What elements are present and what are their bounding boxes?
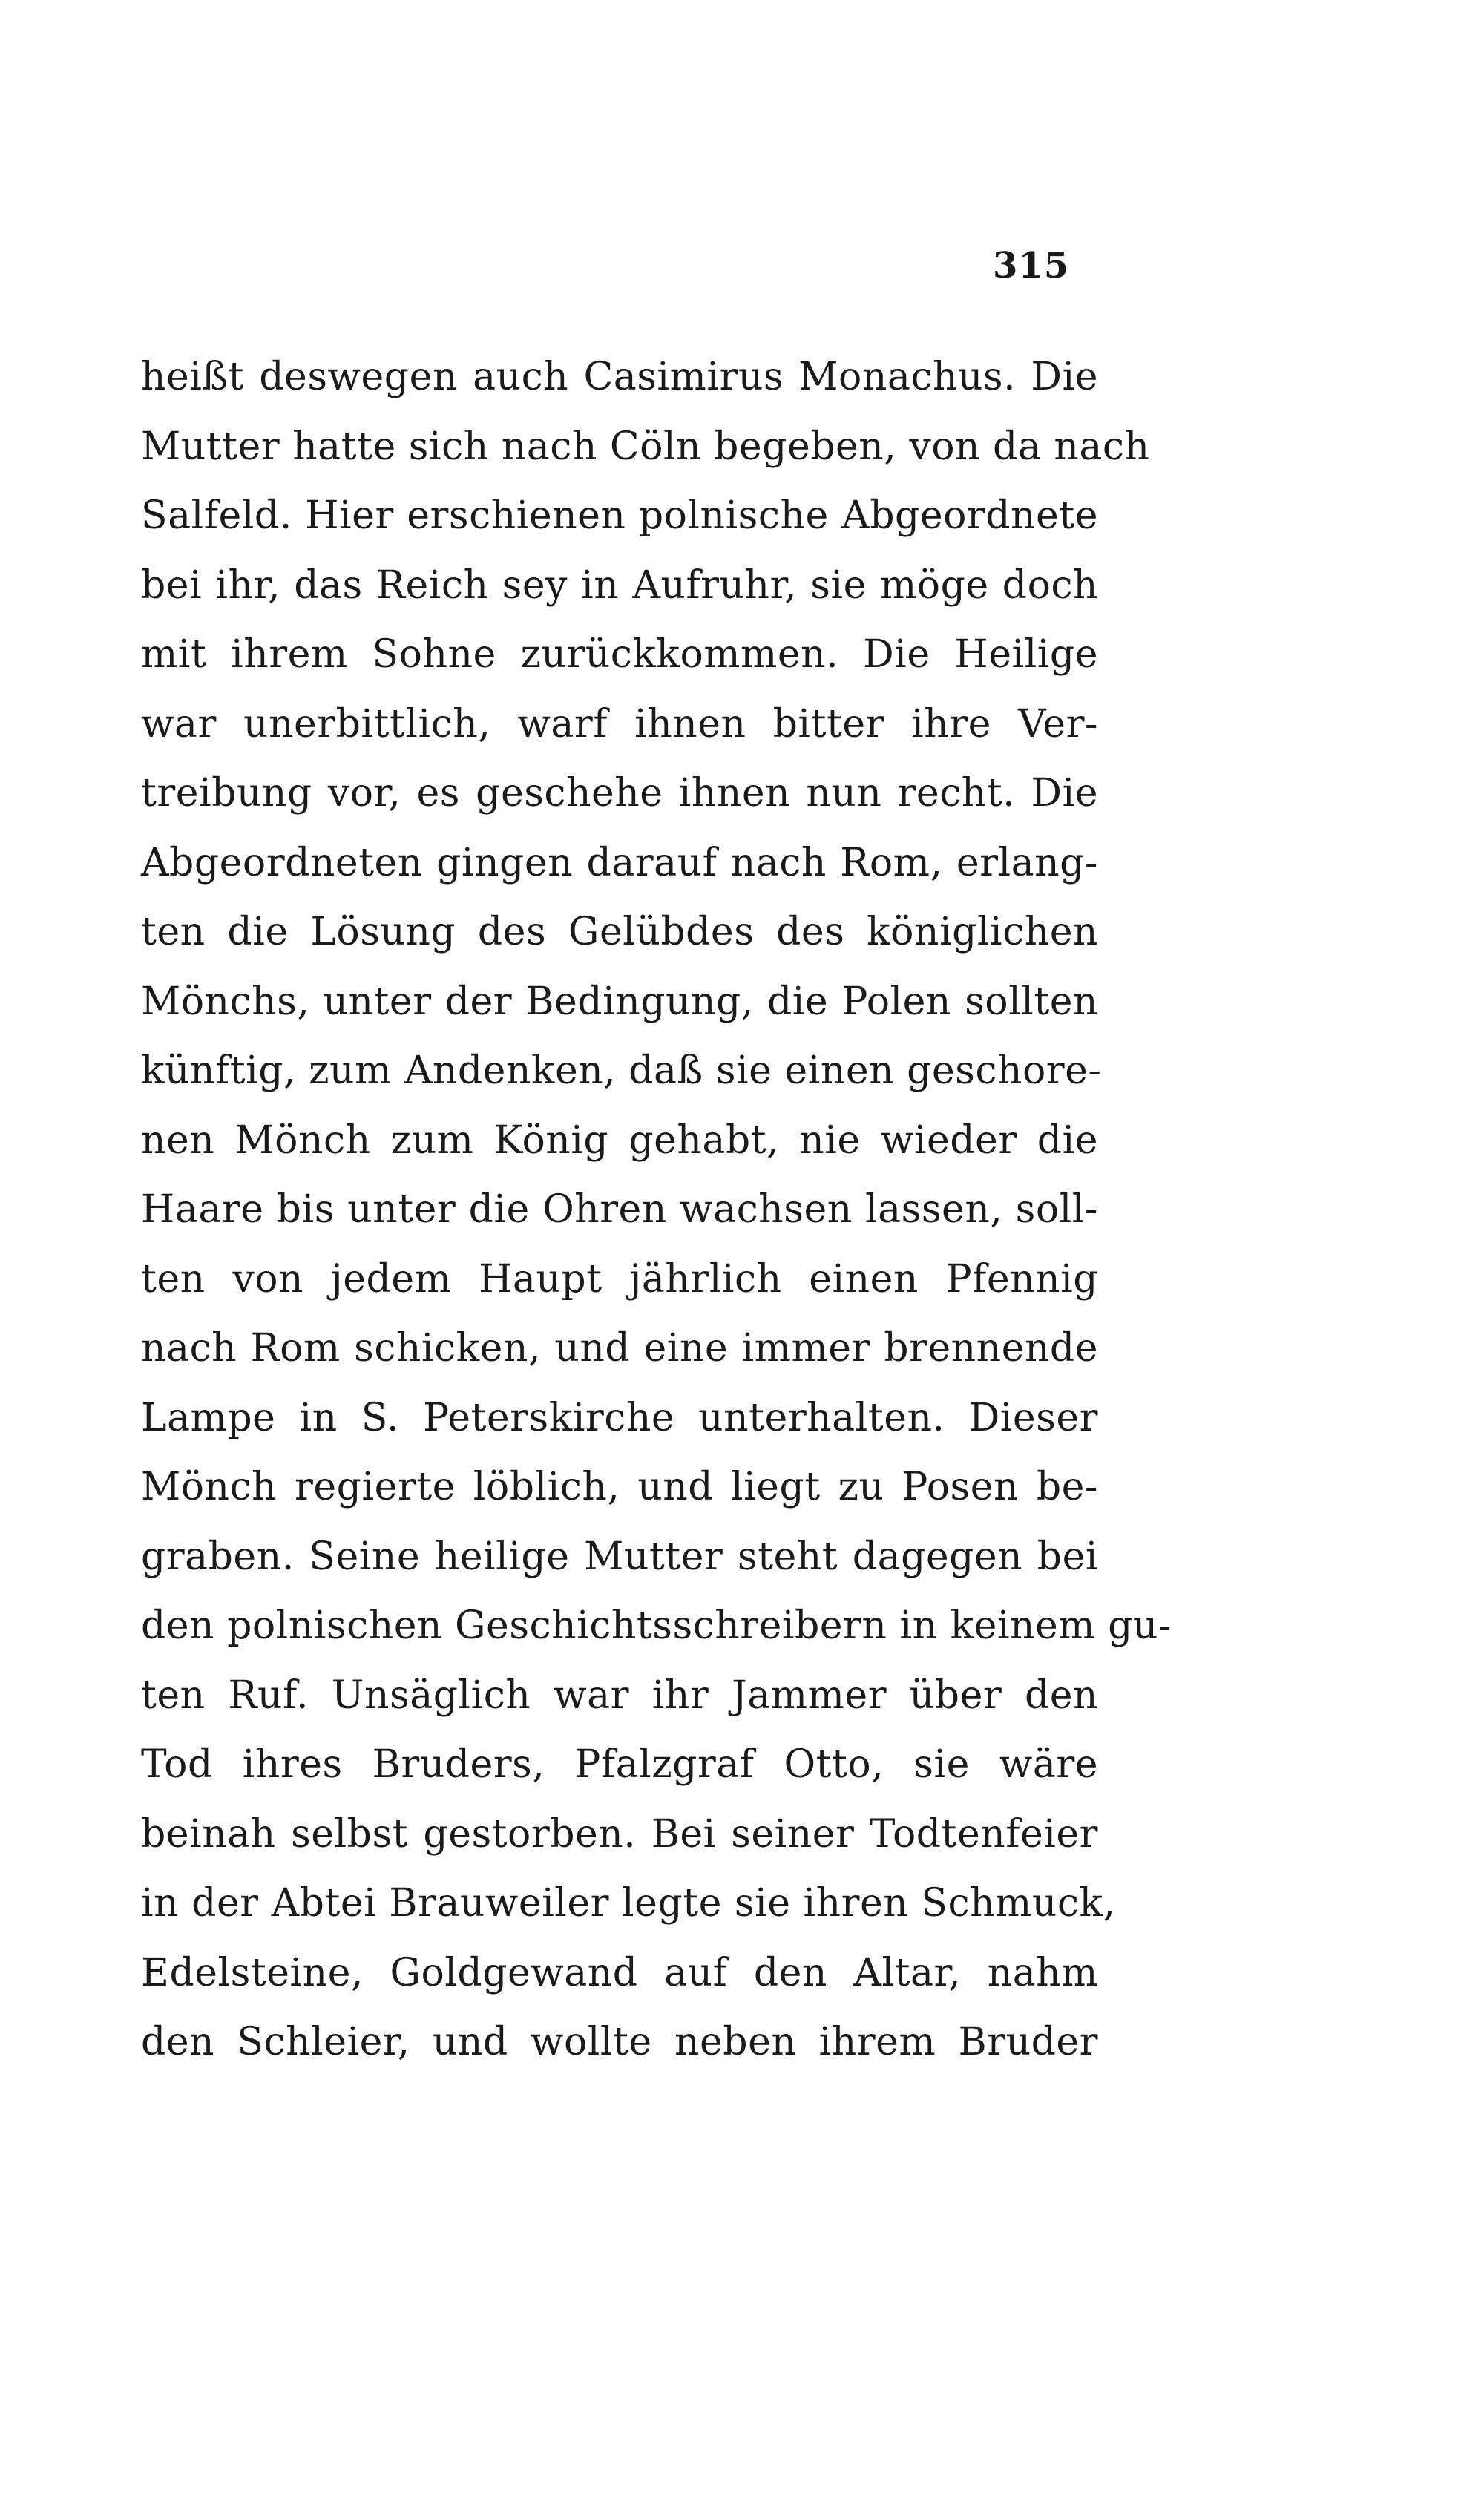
- text-line-25: den Schleier, und wollte neben ihrem Bruder: [141, 2020, 1098, 2064]
- text-line-23: in der Abtei Brauweiler legte sie ihren Schmuck,: [141, 1881, 1116, 1926]
- text-line-6: war unerbittlich, warf ihnen bitter ihre Ver-: [141, 701, 1098, 746]
- text-line-3: Salfeld. Hier erschienen polnische Abgeordnete: [141, 493, 1098, 538]
- text-line-2: Mutter hatte sich nach Cöln begeben, von da nach: [141, 424, 1150, 469]
- text-line-1: heißt deswegen auch Casimirus Monachus. Die: [141, 355, 1098, 399]
- text-line-11: künftig, zum Andenken, daß sie einen geschore-: [141, 1049, 1102, 1093]
- text-line-16: Lampe in S. Peterskirche unterhalten. Dieser: [141, 1395, 1098, 1440]
- text-line-13: Haare bis unter die Ohren wachsen lassen, soll-: [141, 1187, 1098, 1232]
- body-text: [141, 343, 1172, 2078]
- text-line-17: Mönch regierte löblich, und liegt zu Posen be-: [141, 1465, 1098, 1509]
- text-line-22: beinah selbst gestorben. Bei seiner Todtenfeier: [141, 1811, 1098, 1857]
- text-line-9: ten die Lösung des Gelübdes des königlichen: [141, 910, 1098, 954]
- text-line-7: treibung vor, es geschehe ihnen nun recht. Die: [141, 771, 1098, 816]
- text-line-5: mit ihrem Sohne zurückkommen. Die Heilige: [141, 632, 1098, 677]
- text-line-19: den polnischen Geschichtsschreibern in keinem gu-: [141, 1604, 1172, 1648]
- text-line-10: Mönchs, unter der Bedingung, die Polen sollten: [141, 979, 1098, 1024]
- text-line-18: graben. Seine heilige Mutter steht dagegen bei: [141, 1534, 1098, 1579]
- text-line-4: bei ihr, das Reich sey in Aufruhr, sie möge doch: [141, 562, 1098, 608]
- text-line-21: Tod ihres Bruders, Pfalzgraf Otto, sie wäre: [141, 1742, 1098, 1787]
- text-line-24: Edelsteine, Goldgewand auf den Altar, nahm: [141, 1950, 1098, 1995]
- text-line-12: nen Mönch zum König gehabt, nie wieder die: [141, 1118, 1098, 1163]
- page-number: 315: [993, 245, 1070, 286]
- text-line-14: ten von jedem Haupt jährlich einen Pfennig: [141, 1256, 1098, 1302]
- text-line-15: nach Rom schicken, und eine immer brennende: [141, 1326, 1098, 1371]
- text-line-8: Abgeordneten gingen darauf nach Rom, erlang-: [141, 840, 1098, 885]
- text-line-20: ten Ruf. Unsäglich war ihr Jammer über den: [141, 1673, 1098, 1718]
